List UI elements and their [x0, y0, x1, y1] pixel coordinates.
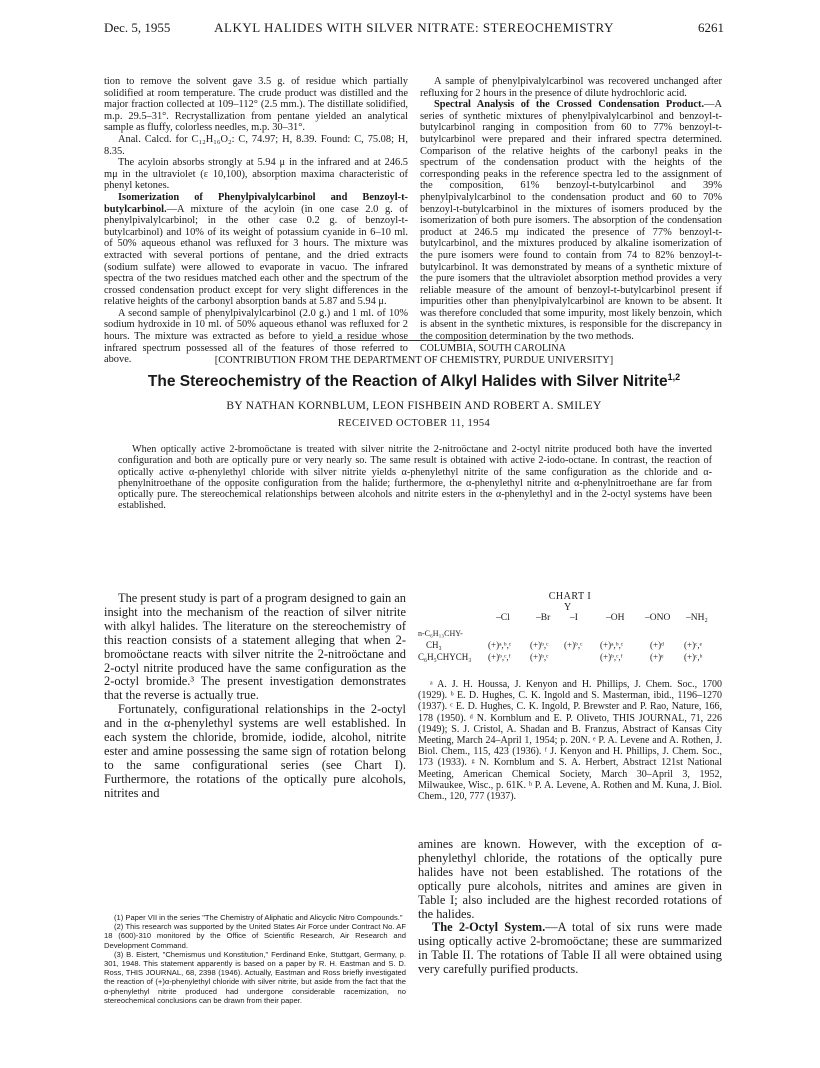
page-header: [104, 20, 724, 38]
section-text: —A series of synthetic mixtures of phenylpivalylcarbinol and benzoyl-t-butylcarbinol ranging in composition from 60 to 77% benzoyl-t-butylcarbinol were prepared and their infrared spectra determined. Comparison of the relative heights of the carbonyl peaks in the spectrum of the condensation product with the heights of the corresponding peaks in the reference spectra led to the assignment of the composition, 61% benzoyl-t-butylcarbinol and 39% phenylpivalylcarbinol to the condensation product and 60 to 70% benzoyl-t-butylcarbinol in the mixtures of isomers produced by the isomerization of both pure isomers. The absorption of the condensation product at 246.5 mμ indicated the presence of 77% benzoyl-t-butylcarbinol, and the mixtures produced by alkaline isomerization of the pure isomers were found to contain from 74 to 82% benzoyl-t-butylcarbinol. It was demonstrated by means of a synthetic mixture of the pure isomers that the ultraviolet absorption method provides a very reliable measure of the amount of benzoyl-t-butylcarbinol present if impurities other than phenylpivalylcarbinol are known to be absent. It was therefore concluded that some impurity, most likely benzoin, which is absent in the synthetic mixtures, is responsible for the discrepancy in the composition determination by the two methods.: [420, 99, 722, 343]
chart-row: [418, 640, 722, 652]
chart-cell: (+)ᵈ: [650, 640, 664, 650]
top-left-column: [104, 76, 408, 366]
chart-header-row: [418, 613, 722, 627]
chart-column-header: –ONO: [645, 613, 671, 623]
divider: [332, 340, 488, 341]
article-title: [104, 372, 724, 391]
chart-cell: (+)ᵃ,ᵇ,ᶜ: [600, 640, 624, 650]
footnote: (3) B. Eistert, "Chemismus und Konstitution," Ferdinand Enke, Stuttgart, Germany, p. 301, 1948. This statement apparently is based on a paper by R. H. Eastman and S. D. Ross, THIS JOURNAL, 68, 2398 (1946). Actually, Eastman and Ross briefly investigated the reaction of (+)α-phenylethyl chloride with silver nitrite, but aside from the fact that the α-phenylethyl nitrite produced had undergone considerable racemization, no stereochemical conclusions can be drawn from their paper.: [104, 949, 406, 1005]
chart-cell: (+)ᵇ,ᶜ: [530, 652, 549, 662]
byline: BY NATHAN KORNBLUM, LEON FISHBEIN AND ROBERT A. SMILEY: [226, 400, 602, 412]
section-heading: Spectral Analysis of the Crossed Condensation Product.: [434, 99, 705, 111]
body-left-column: [104, 592, 406, 801]
footnotes: [104, 913, 406, 1005]
chart-row: [418, 652, 722, 664]
chart-cell: (+)ᵇ,ᶜ: [530, 640, 549, 650]
paragraph: [104, 192, 408, 308]
section-text: —A total of six runs were made using optically active 2-bromoöctane; these are summarized in Table II. The rotations of Table II all were obtained using very carefully purified products.: [418, 920, 722, 977]
paragraph: [418, 921, 722, 977]
paragraph: amines are known. However, with the exception of α-phenylethyl chloride, the rotations of the optically pure halides have not been established. The rotations of the optically pure alcohols, nitrites and amines are given in Table I; also included are the highest recorded rotations of the halides.: [418, 837, 722, 921]
chart-cell: (+)ᵇ,ᶜ,ᶠ: [600, 652, 623, 662]
chart-cell: (+)ᵇ,ᶜ: [564, 640, 583, 650]
top-right-column: [420, 76, 722, 354]
title-footnote-marks: 1,2: [667, 372, 681, 382]
chart-one: [418, 591, 722, 662]
paragraph: tion to remove the solvent gave 3.5 g. of residue which partially solidified at room temperature. The crude product was distilled and the major fraction collected at 109–112° (2.5 mm.). The distillate solidified, m.p. 29.5–31°. Recrystallization from pentane yielded an analytical sample as fluffy, colorless needles, m.p. 30–31°.: [104, 76, 408, 134]
header-date: Dec. 5, 1955: [104, 20, 171, 35]
chart-column-header: –Cl: [496, 613, 510, 623]
chart-column-header: –OH: [606, 613, 625, 623]
footnote: (1) Paper VII in the series "The Chemistry of Aliphatic and Alicyclic Nitro Compounds.": [114, 913, 403, 922]
contribution-line: [CONTRIBUTION FROM THE DEPARTMENT OF CHEMISTRY, PURDUE UNIVERSITY]: [214, 355, 614, 366]
chart-cell: (+)ᶜ,ᵉ: [684, 640, 702, 650]
chart-row-label: C₆H₅CHYCH₃: [418, 652, 472, 662]
chart-y-label: Y: [564, 602, 572, 613]
abstract: When optically active 2-bromoöctane is treated with silver nitrite the 2-nitroöctane and 2-octyl nitrite produced both have the inverted configuration and both are optically pure or very nearly so. The same result is obtained with active 2-iodo-octane. In contrast, the reaction of optically active α-phenylethyl chloride with silver nitrite yields α-phenylethyl nitrite of the same configuration as the chloride and α-phenylnitroethane of the opposite configuration from the halide; furthermore, the α-phenylethyl nitrite and α-phenylnitroethane are far from optically pure. The stereochemical relationships between alcohols and nitrite esters in the α-phenylethyl and in the 2-octyl systems have been established.: [118, 444, 712, 512]
chart-column-header: –Br: [536, 613, 551, 623]
chart-cell: (+)ᵇ,ᶜ,ᶠ: [488, 652, 511, 662]
chart-cell: (+)ᶜ,ʰ: [684, 652, 703, 662]
footnote: (2) This research was supported by the United States Air Force under Contract No. AF 18 (600)-310 monitored by the Office of Scientific Research, Air Research and Development Command.: [104, 922, 406, 950]
location: COLUMBIA, SOUTH CAROLINA: [420, 342, 566, 354]
received-date: RECEIVED OCTOBER 11, 1954: [337, 418, 491, 429]
paragraph: A sample of phenylpivalylcarbinol was recovered unchanged after refluxing for 2 hours in the presence of dilute hydrochloric acid.: [420, 76, 722, 99]
chart-cell: (+)ᵉ: [650, 652, 664, 662]
chart-footnotes: [418, 679, 722, 802]
chart-row-label: n-C₆H₁₃CHY-: [418, 629, 463, 638]
chart-column-header: –NH₂: [686, 613, 708, 623]
section-text: —A mixture of the acyloin (in one case 2.0 g. of phenylpivalylcarbinol; in the other case 0.2 g. of benzoyl-t-butylcarbinol) and 10% of its weight of potassium cyanide in 6–10 ml. of 50% aqueous ethanol was refluxed for 3 hours. The mixture was extracted with several portions of pentane, and the dried extracts (sodium sulfate) were allowed to evaporate in vacuo. The infrared spectra of the two residues matched each other and the spectrum of the crossed condensation product except for very slight differences in the relative heights of the carbonyl absorption bands at 5.87 and 5.94 μ.: [104, 203, 408, 308]
chart-title: CHART I: [548, 591, 592, 602]
paragraph: [420, 99, 722, 342]
chart-row-label: CH₃: [426, 640, 442, 650]
page-number: 6261: [698, 20, 724, 35]
paragraph: The acyloin absorbs strongly at 5.94 μ in the infrared and at 246.5 mμ in the ultraviolet (ε 10,100), absorption maxima characteristic of phenyl ketones.: [104, 157, 408, 192]
paragraph: The present study is part of a program designed to gain an insight into the mechanism of the reaction of silver nitrite with alkyl halides. The literature on the stereochemistry of this reaction consists of a statement alleging that when 2-bromoöctane reacts with silver nitrite the 2-nitroöctane and 2-octyl nitrite produced have the same configuration as the 2-octyl bromide.³ The present investigation demonstrates that the reverse is actually true.: [104, 591, 407, 703]
paragraph: Anal. Calcd. for C₁₂H₁₆O₂: C, 74.97; H, 8.39. Found: C, 75.08; H, 8.35.: [104, 133, 408, 157]
title-text: The Stereochemistry of the Reaction of Alkyl Halides with Silver Nitrite: [147, 373, 668, 391]
paragraph: Fortunately, configurational relationships in the 2-octyl and in the α-phenylethyl systems are well established. In each system the chloride, bromide, iodide, alcohol, nitrite ester and amine possessing the same sign of rotation belong to the same configurational series (see Chart I). Furthermore, the rotations of the optically pure alcohols, nitrites and: [104, 702, 406, 800]
chart-column-header: –I: [570, 613, 578, 623]
body-right-column: [418, 838, 722, 977]
paragraph: A second sample of phenylpivalylcarbinol (2.0 g.) and 1 ml. of 10% sodium hydroxide in 10 ml. of 50% aqueous ethanol was refluxed for 2 hours. The mixture was extracted as before to yield a residue whose infrared spectrum possessed all of the features of those referred to above.: [104, 307, 408, 366]
section-heading: Isomerization of Phenylpivalylcarbinol and Benzoyl-t-butylcarbinol.: [104, 191, 408, 215]
chart-footnote-text: ᵃ A. J. H. Houssa, J. Kenyon and H. Phillips, J. Chem. Soc., 1700 (1929). ᵇ E. D. Hughes, C. K. Ingold and S. Masterman, ibid., 1196–1270 (1937). ᶜ E. D. Hughes, C. K. Ingold, P. Brewster and P. Rao, Nature, 166, 178 (1950). ᵈ N. Kornblum and E. P. Oliveto, THIS JOURNAL, 71, 226 (1949); S. J. Cristol, A. Shadan and B. Franzus, Abstract of Kansas City Meeting, March 24–April 1, 1954; p. 20N. ᵉ P. A. Levene and A. Rothen, J. Biol. Chem., 115, 423 (1936). ᶠ J. Kenyon and H. Phillips, J. Chem. Soc., 173 (1933). ᵍ N. Kornblum and S. A. Herbert, Abstract 121st National Meeting, American Chemical Society, March 30–April 3, 1952, Milwaukee, Wisc., p. 61K. ʰ P. A. Levene, A. Rothen and M. Kuna, J. Biol. Chem., 120, 777 (1937).: [418, 679, 722, 803]
chart-cell: (+)ᵃ,ᵇ,ᶜ: [488, 640, 512, 650]
section-heading: The 2-Octyl System.: [432, 920, 546, 935]
running-title: ALKYL HALIDES WITH SILVER NITRATE: STEREOCHEMISTRY: [214, 20, 614, 35]
